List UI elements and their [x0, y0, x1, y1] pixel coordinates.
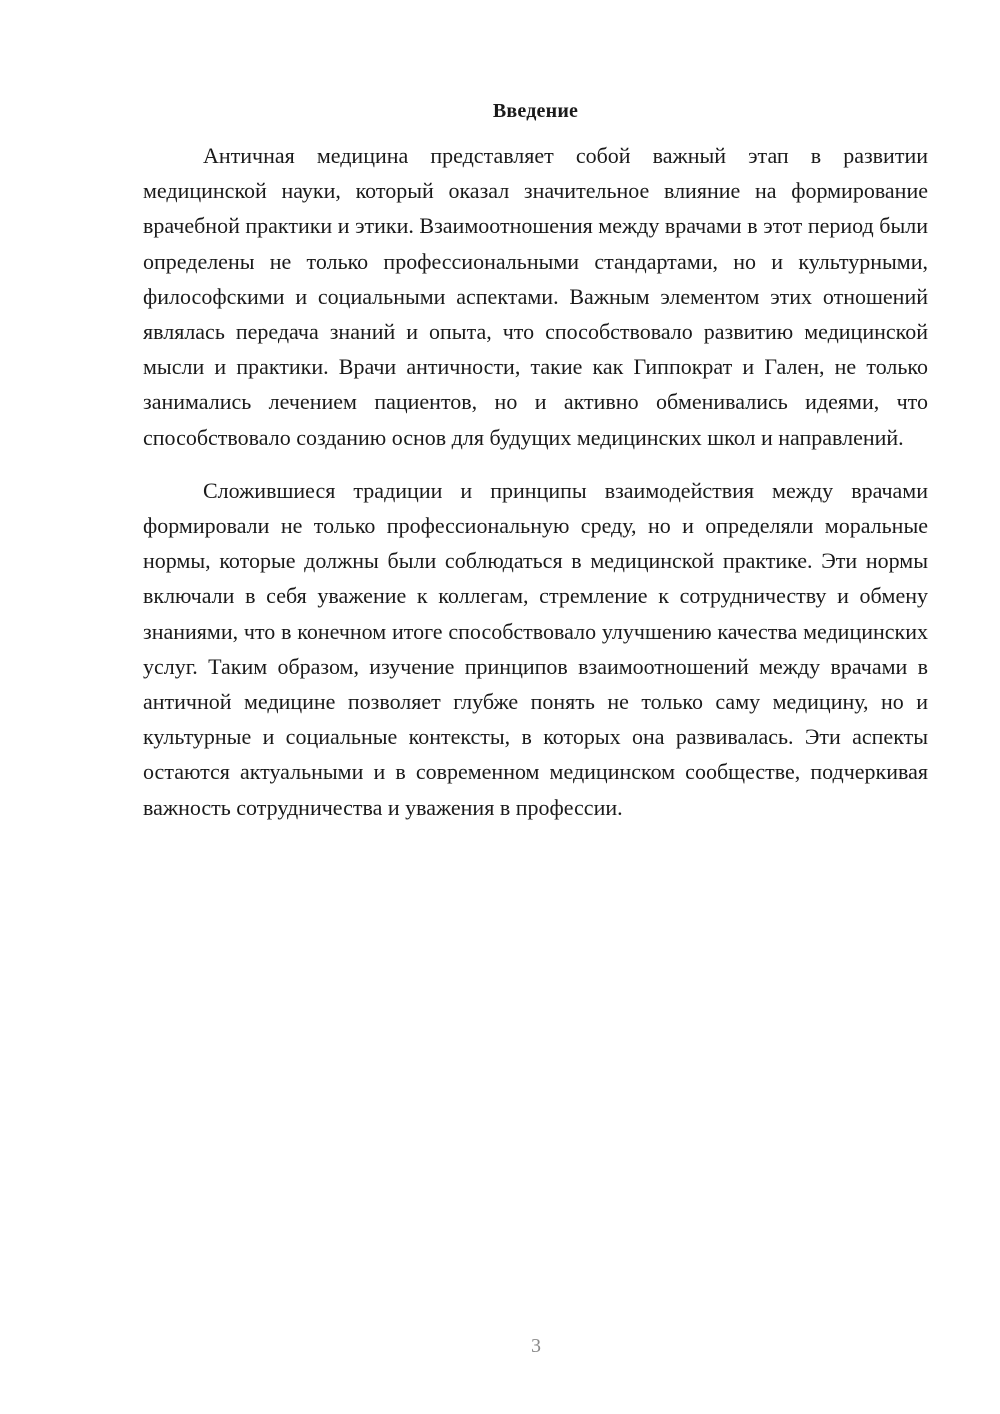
page-title: Введение — [492, 100, 579, 122]
page-number: 3 — [531, 1335, 541, 1357]
page-content — [143, 96, 928, 825]
paragraph-traditions: Сложившиеся традиции и принципы взаимодействия между врачами формировали не только профессиональную среду, но и определяли моральные нормы, которые должны были соблюдаться в медицинской практике. Эти нормы включали в себя уважение к коллегам, стремление к сотрудничеству и обмену знаниями, что в конечном итоге способствовало улучшению качества медицинских услуг. Таким образом, изучение принципов взаимоотношений между врачами в античной медицине позволяет глубже понять не только саму медицину, но и культурные и социальные контексты, в которых она развивалась. Эти аспекты остаются актуальными и в современном медицинском сообществе, подчеркивая важность сотрудничества и уважения в профессии. — [143, 477, 928, 820]
paragraph-intro: Античная медицина представляет собой важный этап в развитии медицинской науки, который оказал значительное влияние на формирование врачебной практики и этики. Взаимоотношения между врачами в этот период были определены не только профессиональными стандартами, но и культурными, философскими и социальными аспектами. Важным элементом этих отношений являлась передача знаний и опыта, что способствовало развитию медицинской мысли и практики. Врачи античности, такие как Гиппократ и Гален, не только занимались лечением пациентов, но и активно обменивались идеями, что способствовало созданию основ для будущих медицинских школ и направлений. — [143, 143, 928, 450]
